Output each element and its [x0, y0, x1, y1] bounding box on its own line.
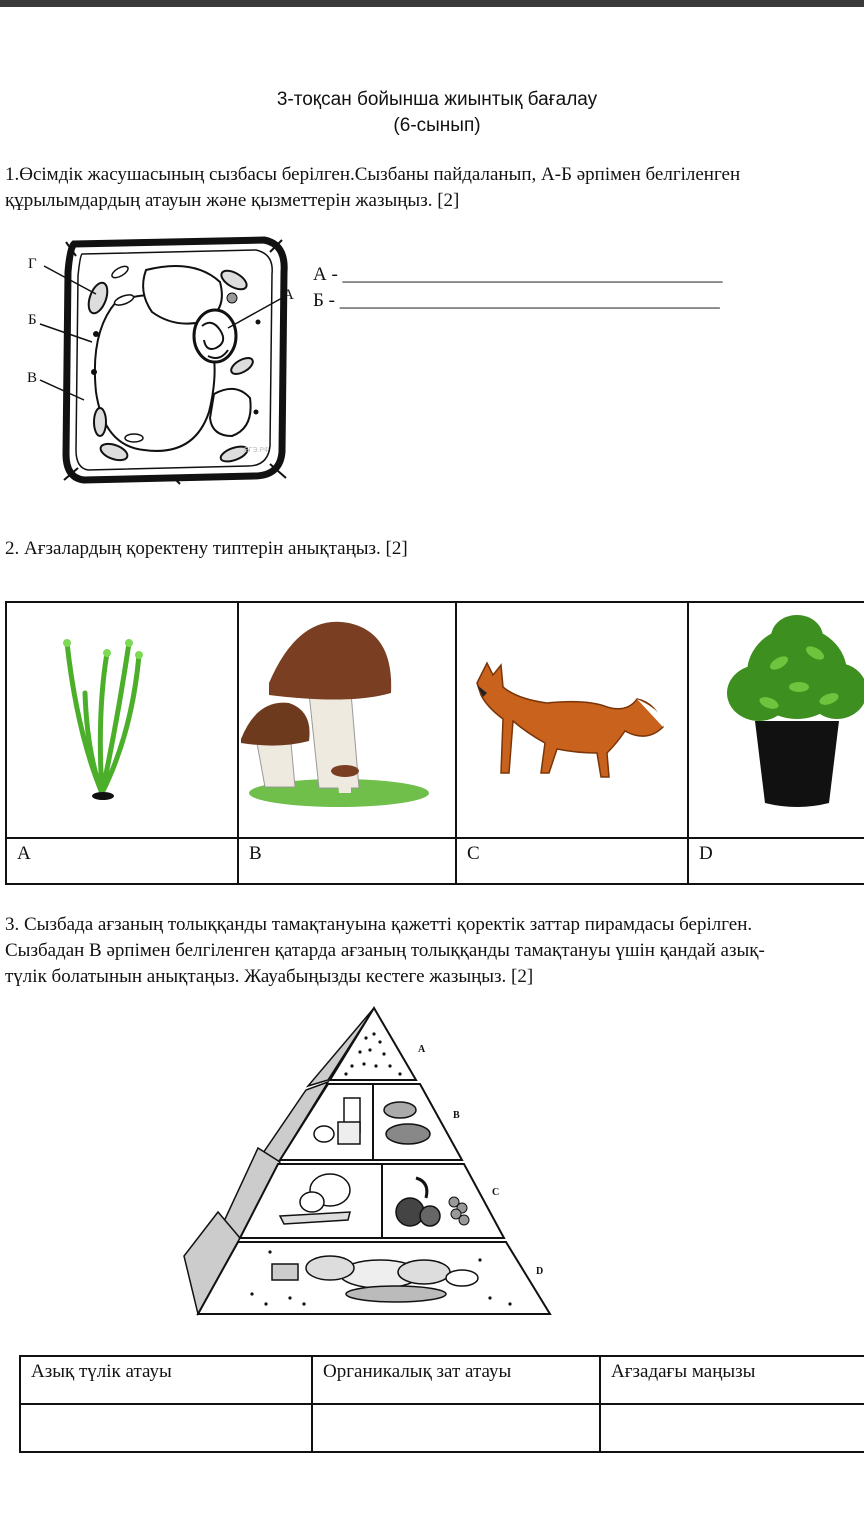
label-cell-c: C: [456, 838, 688, 884]
pyramid-label-d: D: [536, 1266, 544, 1277]
answer-b-field[interactable]: Б - ________________________________________: [313, 290, 720, 311]
label-cell-b: B: [238, 838, 456, 884]
answer-cell-substance[interactable]: [312, 1404, 600, 1452]
q3-text-line3: түлік болатынын анықтаңыз. Жауабыңызды кестеге жазыңыз. [2]: [5, 966, 534, 987]
answer-cell-importance[interactable]: [600, 1404, 864, 1452]
header-organic-substance: Органикалық зат атауы: [312, 1356, 600, 1404]
label-cell-d: D: [688, 838, 864, 884]
cell-image-b: [238, 602, 456, 838]
answer-a-field[interactable]: А - ________________________________________: [313, 264, 723, 285]
organisms-table: [5, 601, 864, 885]
label-v: В: [27, 370, 38, 386]
label-b: Б: [28, 312, 37, 328]
q3-text-line2: Сызбадан В әрпімен белгіленген қатарда ағзаның толыққанды тамақтануы үшін қандай азық-: [5, 940, 765, 961]
mushroom-icon: [239, 603, 455, 837]
answer-table: [19, 1355, 864, 1453]
cell-image-a: [6, 602, 238, 838]
q2-text: 2. Ағзалардың қоректену типтерін анықтаңыз. [2]: [5, 538, 408, 559]
answer-cell-food[interactable]: [20, 1404, 312, 1452]
cell-image-d: [688, 602, 864, 838]
header-food-name: Азық түлік атауы: [20, 1356, 312, 1404]
cell-image-c: [456, 602, 688, 838]
label-g: Г: [28, 256, 37, 272]
header-importance: Ағзадағы маңызы: [600, 1356, 864, 1404]
pyramid-label-b: B: [453, 1110, 460, 1121]
q1-text-line2: құрылымдардың атауын және қызметтерін жазыңыз. [2]: [5, 190, 460, 211]
pyramid-label-a: A: [418, 1044, 426, 1055]
label-cell-a: A: [6, 838, 238, 884]
label-a: А: [283, 287, 294, 303]
q1-text-line1: 1.Өсімдік жасушасының сызбасы берілген.Сызбаны пайдаланып, А-Б әрпімен белгіленген: [5, 164, 741, 185]
page-title: 3-тоқсан бойынша жиынтық бағалау: [276, 89, 598, 110]
page-subtitle: (6-сынып): [393, 115, 481, 136]
fox-icon: [457, 603, 687, 837]
q3-text-line1: 3. Сызбада ағзаның толыққанды тамақтануына қажетті қоректік заттар пирамдасы берілген.: [5, 914, 753, 935]
watermark: ЕГЭ.РФ: [244, 447, 270, 454]
pyramid-label-c: C: [492, 1187, 500, 1198]
potted-plant-icon: [689, 603, 864, 837]
top-bar: [0, 0, 864, 7]
food-pyramid-diagram: [180, 1002, 560, 1320]
algae-icon: [7, 603, 237, 837]
